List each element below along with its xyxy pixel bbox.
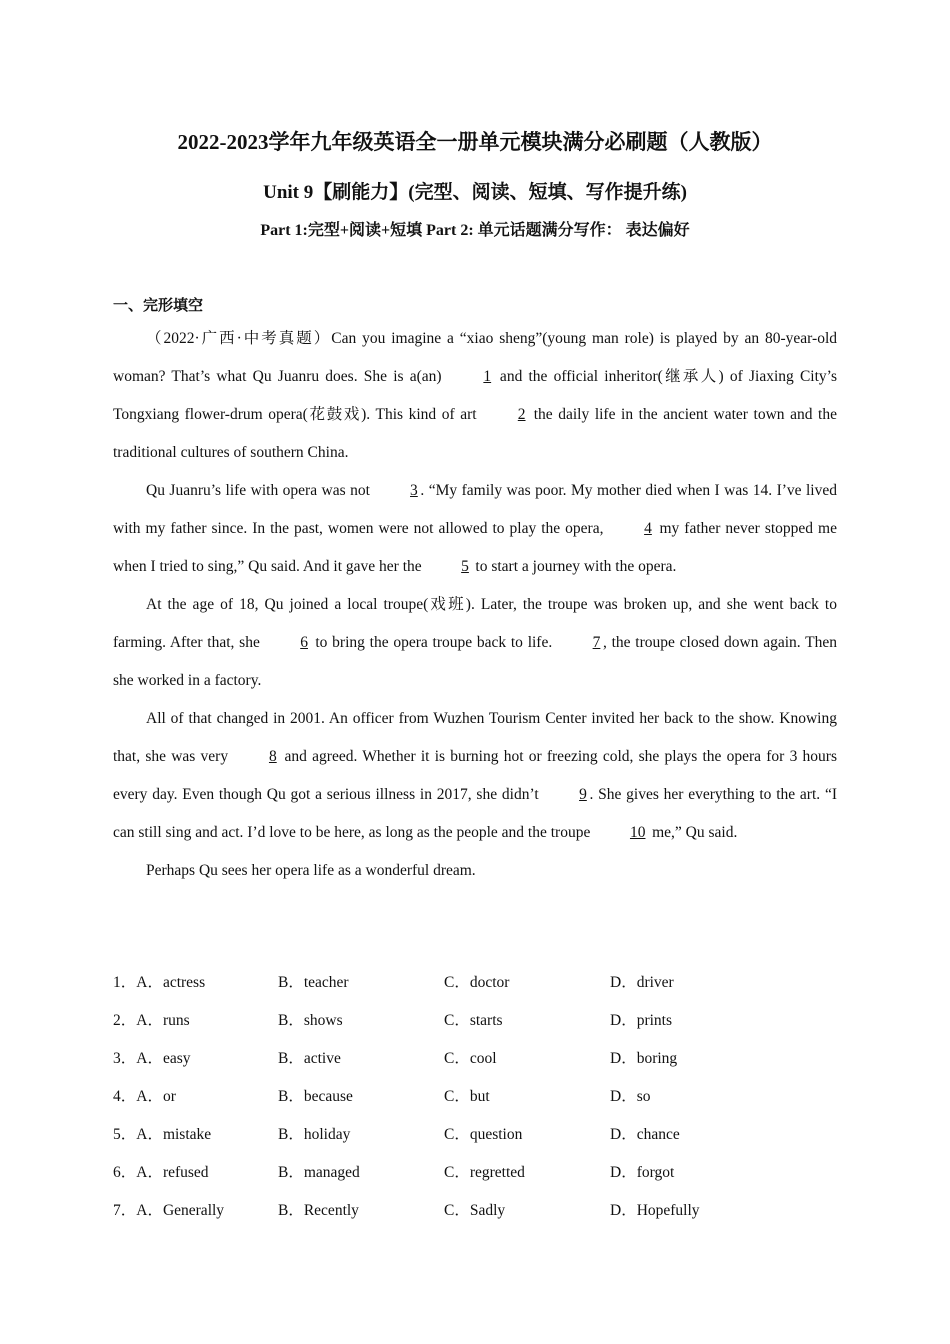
question-row-5 <box>113 1116 837 1154</box>
passage-text: and agreed. Whether it is burning hot or freezing cold, she plays the opera for 3 hours every day. Even though Qu got a serious illness in 2017, she didn’t <box>113 748 837 803</box>
passage-text: to start a journey with the opera. <box>471 558 677 575</box>
option-b: B．Recently <box>278 1202 359 1219</box>
question-row-1 <box>113 964 837 1002</box>
option-b: B．shows <box>278 1012 343 1029</box>
passage-text: , the troupe closed down again. Then she worked in a factory. <box>113 634 837 689</box>
option-a: 1．A．actress <box>113 974 206 991</box>
blank-7: 7 <box>592 634 601 651</box>
passage-text: . She gives her everything to the art. “I can still sing and act. I’d love to be here, as long as the people and the troupe <box>113 786 837 841</box>
passage-paragraph-1 <box>113 320 837 472</box>
option-d: D．chance <box>610 1126 680 1143</box>
cloze-passage <box>113 320 837 890</box>
option-d: D．prints <box>610 1012 673 1029</box>
passage-text: All of that changed in 2001. An officer from Wuzhen Tourism Center invited her back to the show. Knowing that, she was very <box>113 710 837 765</box>
option-b: B．teacher <box>278 974 349 991</box>
option-d: D．so <box>610 1088 651 1105</box>
option-a: 5．A．mistake <box>113 1126 212 1143</box>
answer-options <box>113 964 837 1230</box>
passage-text: Qu Juanru’s life with opera was not <box>146 482 375 499</box>
document-parts-line: Part 1:完型+阅读+短填 Part 2: 单元话题满分写作： 表达偏好 <box>260 222 690 239</box>
passage-paragraph-2 <box>113 472 837 586</box>
option-c: C．Sadly <box>444 1202 506 1219</box>
passage-text: me,” Qu said. <box>648 824 738 841</box>
blank-3: 3 <box>410 482 418 499</box>
question-row-7 <box>113 1192 837 1230</box>
option-b: B．active <box>278 1050 341 1067</box>
blank-6: 6 <box>300 634 308 651</box>
option-c: C．starts <box>444 1012 503 1029</box>
blank-1: 1 <box>483 368 492 385</box>
blank-5: 5 <box>461 558 469 575</box>
passage-text: （2022·广西·中考真题）Can you imagine a “xiao sheng”(young man role) is played by an 80-year-old woman? That’s what Qu Juanru does. She is a(an) <box>113 330 837 385</box>
option-a: 2．A．runs <box>113 1012 190 1029</box>
blank-9: 9 <box>579 786 587 803</box>
option-d: D．boring <box>610 1050 678 1067</box>
option-c: C．question <box>444 1126 523 1143</box>
document-subtitle: Unit 9【刷能力】(完型、阅读、短填、写作提升练) <box>263 182 687 203</box>
option-d: D．forgot <box>610 1164 675 1181</box>
question-row-2 <box>113 1002 837 1040</box>
passage-text: the daily life in the ancient water town and the traditional cultures of southern China. <box>113 406 837 461</box>
option-d: D．Hopefully <box>610 1202 700 1219</box>
passage-paragraph-5: Perhaps Qu sees her opera life as a wonderful dream. <box>146 862 476 879</box>
question-row-3 <box>113 1040 837 1078</box>
section-heading: 一、完形填空 <box>113 298 204 314</box>
blank-10: 10 <box>629 824 646 841</box>
passage-paragraph-3 <box>113 586 837 700</box>
option-c: C．cool <box>444 1050 497 1067</box>
option-d: D．driver <box>610 974 674 991</box>
option-b: B．holiday <box>278 1126 351 1143</box>
passage-paragraph-4 <box>113 700 837 852</box>
option-b: B．because <box>278 1088 353 1105</box>
question-row-6 <box>113 1154 837 1192</box>
passage-text: . “My family was poor. My mother died when I was 14. I’ve lived with my father since. In the past, women were not allowed to play the opera, <box>113 482 837 537</box>
option-b: B．managed <box>278 1164 360 1181</box>
option-c: C．regretted <box>444 1164 525 1181</box>
option-a: 6．A．refused <box>113 1164 209 1181</box>
passage-text: my father never stopped me when I tried to sing,” Qu said. And it gave her the <box>113 520 837 575</box>
passage-text: to bring the opera troupe back to life. <box>310 634 557 651</box>
option-a: 7．A．Generally <box>113 1202 225 1219</box>
option-a: 4．A．or <box>113 1088 176 1105</box>
passage-text: At the age of 18, Qu joined a local troupe(戏班). Later, the troupe was broken up, and she went back to farming. After that, she <box>113 596 837 651</box>
document-title: 2022-2023学年九年级英语全一册单元模块满分必刷题（人教版） <box>177 130 773 154</box>
question-row-4 <box>113 1078 837 1116</box>
blank-4: 4 <box>644 520 652 537</box>
option-c: C．but <box>444 1088 490 1105</box>
blank-8: 8 <box>268 748 277 765</box>
passage-text: and the official inheritor(继承人) of Jiaxing City’s Tongxiang flower-drum opera(花鼓戏). This kind of art <box>113 368 837 423</box>
blank-2: 2 <box>517 406 526 423</box>
option-a: 3．A．easy <box>113 1050 191 1067</box>
option-c: C．doctor <box>444 974 510 991</box>
